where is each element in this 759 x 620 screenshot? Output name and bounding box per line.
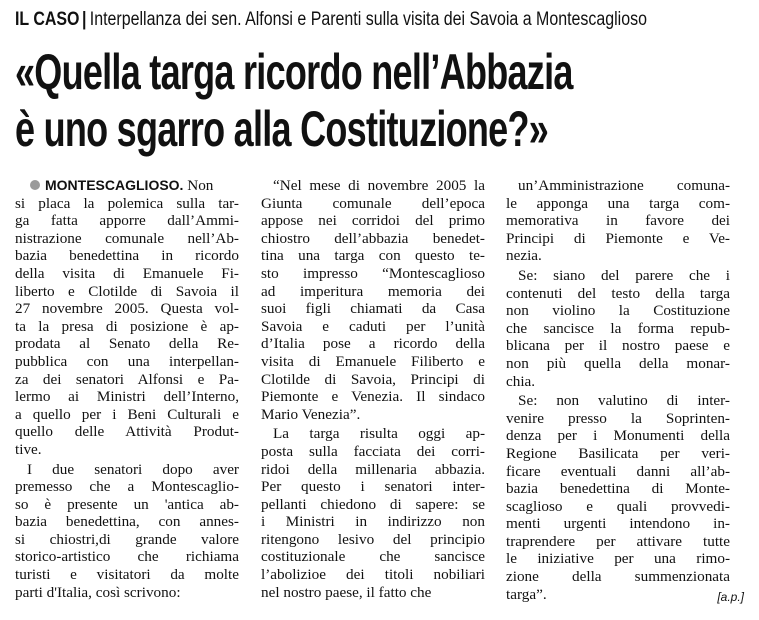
text-line: non più quella della monar- (506, 354, 730, 372)
lead-text: Non (183, 177, 214, 194)
text-line: za dei senatori Alfonsi e Pa- (15, 370, 239, 388)
text-line: pellanti chiedono di sapere: se (261, 495, 485, 513)
text-line: bazia benedettina in ricordo (15, 247, 239, 265)
bullet-dot-icon (30, 180, 40, 190)
text-line: le iniziative per una rimo- (506, 550, 730, 568)
text-line: Se: non valutino di inter- (518, 392, 730, 410)
text-line: della visita di Emanuele Fi- (15, 264, 239, 282)
text-line: Clotilde di Savoia, Principi di (261, 370, 485, 388)
text-line: lermo ai Ministri dell’Interno, (15, 388, 239, 406)
text-line: chiostro dell’abbazia benedet- (261, 229, 485, 247)
text-line: Giunta comunale dell’epoca (261, 194, 485, 212)
text-line: si chiostri,di grande valore (15, 530, 239, 548)
text-line: d’Italia pose a ricordo della (261, 335, 485, 353)
kicker-text: Interpellanza dei sen. Alfonsi e Parenti sulla visita dei Savoia a Montescaglioso (89, 9, 647, 30)
text-line: posta sulla facciata dei corri- (261, 442, 485, 460)
text-line: non violino la Costituzione (506, 302, 730, 320)
text-line: premesso che a Montescaglio- (15, 478, 239, 496)
text-line: nistrazione comunale nell’Ab- (15, 229, 239, 247)
text-line: I due senatori dopo aver (27, 460, 239, 478)
text-line: scaglioso e quali provvedi- (506, 497, 730, 515)
text-line: turisti e visitatori da molte (15, 566, 239, 584)
article-paragraph (506, 177, 730, 265)
text-line: un’Amministrazione comuna- (518, 177, 730, 194)
text-line: “Nel mese di novembre 2005 la (273, 177, 485, 194)
headline-line-2: è uno sgarro alla Costituzione?» (15, 101, 549, 157)
text-line: ad imperitura memoria dei (261, 282, 485, 300)
text-line: che sancisce la forma repub- (506, 319, 730, 337)
text-line: costituzionale che sancisce (261, 548, 485, 566)
text-line: i Ministri in indirizzo non (261, 513, 485, 531)
text-line: chia. (506, 372, 536, 390)
text-line: storico-artistico che richiama (15, 548, 239, 566)
text-line: Per questo i senatori inter- (261, 478, 485, 496)
text-line: parti d'Italia, così scrivono: (15, 583, 181, 601)
text-line: ga fatta apporre dall’Ammi- (15, 212, 239, 230)
text-line: tina una targa con questo te- (261, 247, 485, 265)
kicker-separator: | (81, 9, 87, 30)
text-line: Mario Venezia”. (261, 405, 361, 423)
text-line: prodata al Senato della Re- (15, 335, 239, 353)
article-column-3 (506, 177, 730, 603)
text-line: pubblica con una interpellan- (15, 352, 239, 370)
text-line: Principi di Piemonte e Ve- (506, 229, 730, 247)
dateline: MONTESCAGLIOSO. (45, 177, 184, 193)
text-line: bazia benedettina di Monte- (506, 480, 730, 498)
text-line (15, 177, 239, 195)
text-line: ridoi della millenaria abbazia. (261, 460, 485, 478)
text-line: sto impresso “Montescaglioso (261, 264, 485, 282)
headline-line-1: «Quella targa ricordo nell’Abbazia (15, 44, 573, 100)
text-line: contenuti del testo della targa (506, 284, 730, 302)
text-line: l’abolizioe dei titoli nobiliari (261, 566, 485, 584)
text-line: visita di Emanuele Filiberto e (261, 352, 485, 370)
kicker (15, 6, 647, 34)
text-line: nel nostro paese, il fatto che (261, 583, 432, 601)
text-line: zione della summenzionata (506, 568, 730, 586)
headline (15, 44, 663, 158)
text-line: liberto e Clotilde di Savoia il (15, 282, 239, 300)
text-line: targa”. (506, 585, 547, 603)
text-line: Savoia e caduti per l’unità (261, 317, 485, 335)
article-body (15, 177, 750, 605)
text-line: traprendere per attivare tutte (506, 532, 730, 550)
article-column-1 (15, 177, 239, 601)
text-line: Se: siano del parere che i (518, 266, 730, 284)
text-line: bazia benedettina, con annes- (15, 513, 239, 531)
text-line: La targa risulta oggi ap- (273, 425, 485, 443)
article-paragraph (506, 267, 730, 390)
text-line: Regione Basilicata per veri- (506, 444, 730, 462)
text-line: blicana per il nostro paese e (506, 337, 730, 355)
article-column-2 (261, 177, 485, 601)
author-signature: [a.p.] (717, 590, 744, 605)
article-paragraph (15, 177, 239, 459)
text-line: tive. (15, 440, 42, 458)
text-line: ta la presa di posizione è ap- (15, 317, 239, 335)
text-line: Piemonte e Venezia. Il sindaco (261, 388, 485, 406)
text-line: denza per i Monumenti della (506, 427, 730, 445)
text-line: quello delle Attività Produt- (15, 423, 239, 441)
text-line: si placa la polemica sulla tar- (15, 194, 239, 212)
article-paragraph (15, 461, 239, 602)
text-line: ritengono lesivo del principio (261, 530, 485, 548)
section-tag: IL CASO (15, 9, 80, 30)
text-line: 27 novembre 2005. Questa vol- (15, 300, 239, 318)
article-paragraph (506, 392, 730, 603)
text-line: venire presso la Soprinten- (506, 409, 730, 427)
text-line: memorativa in favore dei (506, 212, 730, 230)
text-line: suoi figli chiamati da Casa (261, 300, 485, 318)
text-line: nezia. (506, 247, 542, 265)
article-paragraph (261, 425, 485, 601)
text-line: le apponga una targa com- (506, 194, 730, 212)
text-line: appose nei corridoi del primo (261, 212, 485, 230)
article-paragraph (261, 177, 485, 423)
text-line: menti urgenti intendono in- (506, 515, 730, 533)
text-line: so è presente un 'antica ab- (15, 495, 239, 513)
text-line: a quello per i Beni Culturali e (15, 405, 239, 423)
text-line: ficare eventuali danni all’ab- (506, 462, 730, 480)
